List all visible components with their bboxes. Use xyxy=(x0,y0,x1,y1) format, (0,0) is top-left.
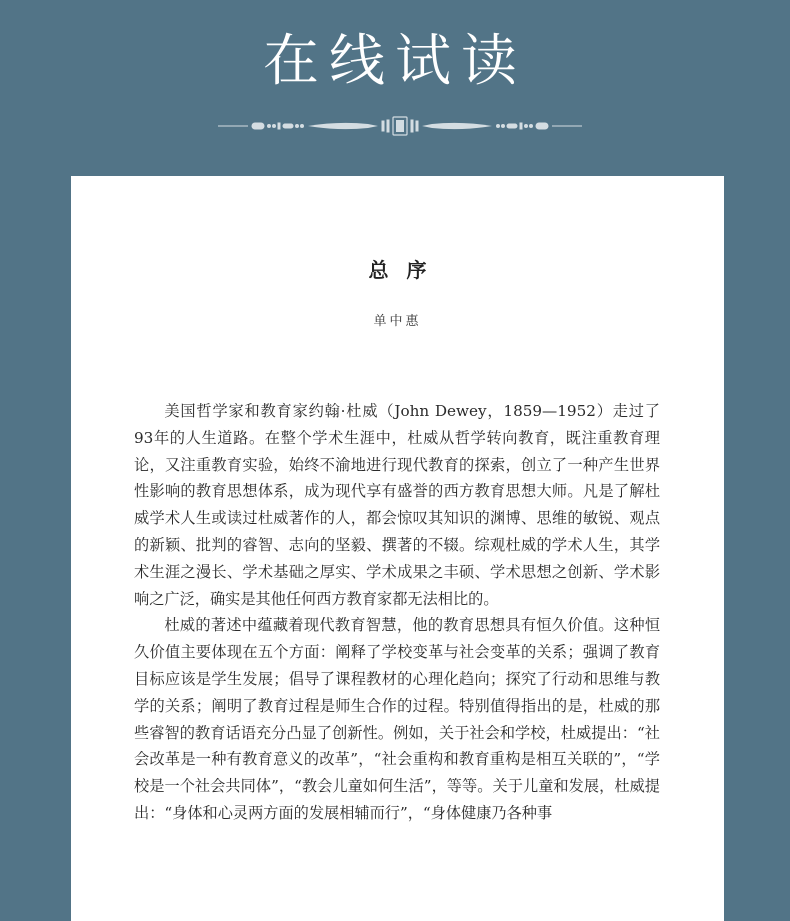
page-title: 总序 xyxy=(368,258,445,282)
author-name: 单中惠 xyxy=(373,314,422,329)
book-page xyxy=(71,176,724,921)
body-text xyxy=(134,398,660,827)
paragraph: 杜威的著述中蕴藏着现代教育智慧，他的教育思想具有恒久价值。这种恒久价值主要体现在五个方面：阐释了学校变革与社会变革的关系；强调了教育目标应该是学生发展；倡导了课程教材的心理化趋向；探究了行动和思维与教学的关系；阐明了教育过程是师生合作的过程。特别值得指出的是，杜威的那些睿智的教育话语充分凸显了创新性。例如，关于社会和学校，杜威提出：“社会改革是一种有教育意义的改革”，“社会重构和教育重构是相互关联的”，“学校是一个社会共同体”，“教会儿童如何生活”，等等。关于儿童和发展，杜威提出：“身体和心灵两方面的发展相辅而行”，“身体健康乃各种事 xyxy=(134,616,660,822)
banner-title: 在线试读 xyxy=(263,29,527,94)
divider-ornament-icon xyxy=(218,110,582,142)
paragraph: 美国哲学家和教育家约翰·杜威（John Dewey，1859—1952）走过了93年的人生道路。在整个学术生涯中，杜威从哲学转向教育，既注重教育理论，又注重教育实验，始终不渝地进行现代教育的探索，创立了一种产生世界性影响的教育思想体系，成为现代享有盛誉的西方教育思想大师。凡是了解杜威学术人生或读过杜威著作的人，都会惊叹其知识的渊博、思维的敏锐、观点的新颖、批判的睿智、志向的坚毅、撰著的不辍。综观杜威的学术人生，其学术生涯之漫长、学术基础之厚实、学术成果之丰硕、学术思想之创新、学术影响之广泛，确实是其他任何西方教育家都无法相比的。 xyxy=(134,402,660,608)
